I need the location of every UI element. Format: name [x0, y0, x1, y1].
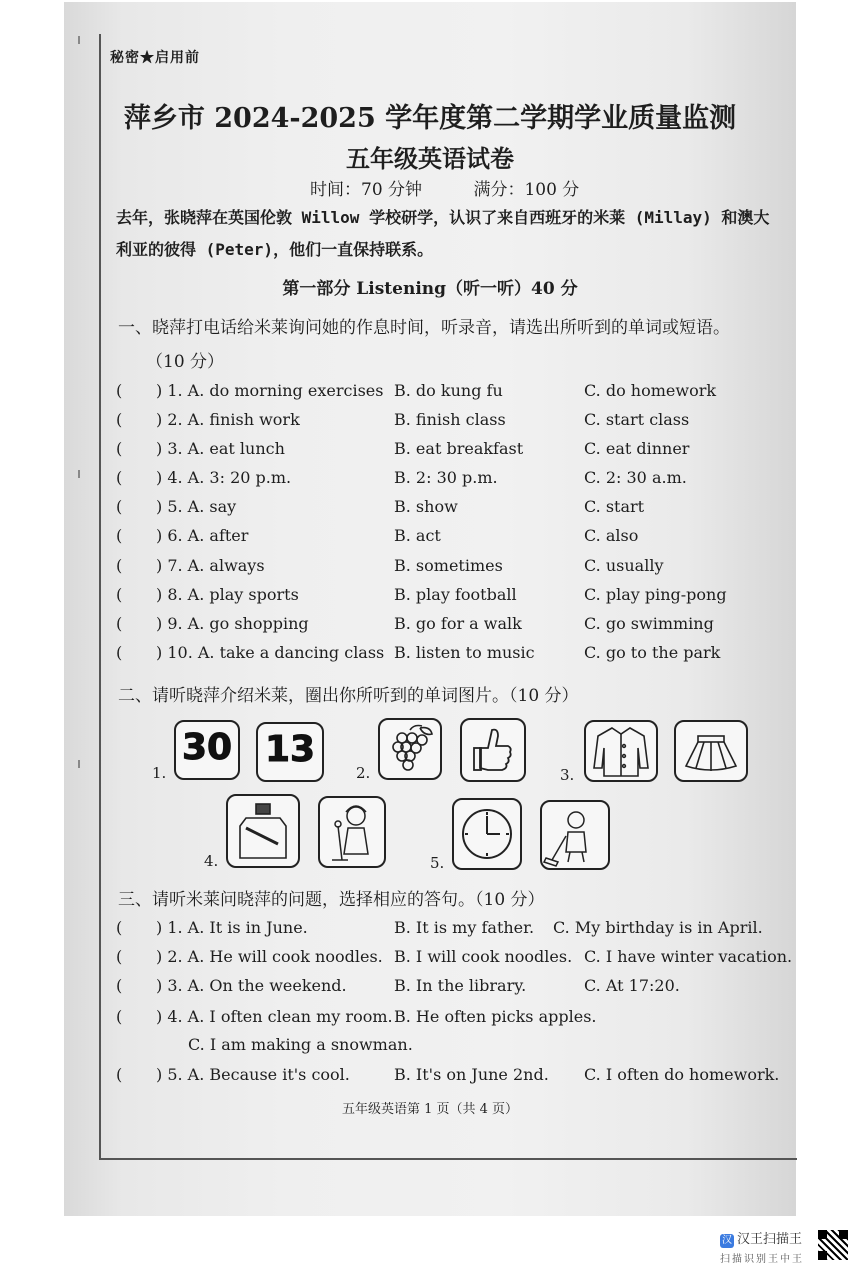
scanner-slogan: 扫描识别王中王 [720, 1254, 804, 1265]
option-a: ) 4. A. 3: 20 p.m. [156, 468, 292, 487]
section1-title: 一、晓萍打电话给米莱询问她的作息时间，听录音，请选出所听到的单词或短语。 [118, 318, 730, 338]
option-a: ) 8. A. play sports [156, 585, 299, 604]
confidential-label: 秘密★启用前 [110, 50, 200, 66]
option-a: ) 7. A. always [156, 556, 265, 575]
answer-blank[interactable]: ( [116, 947, 123, 966]
singer-icon[interactable] [318, 796, 386, 868]
option-b: B. In the library. [394, 976, 527, 995]
thumbs-up-icon[interactable] [460, 718, 526, 782]
question-row [116, 1065, 796, 1091]
option-a: ) 4. A. I often clean my room. [156, 1007, 393, 1026]
option-c: C. go to the park [584, 643, 721, 662]
question-row [116, 976, 796, 1002]
option-a: ) 1. A. do morning exercises [156, 381, 384, 400]
scanner-watermark [720, 1228, 802, 1248]
option-c: C. also [584, 526, 639, 545]
option-b: B. 2: 30 p.m. [394, 468, 498, 487]
answer-blank[interactable]: ( [116, 526, 123, 545]
time-score-info [310, 175, 625, 200]
skirt-icon[interactable] [674, 720, 748, 782]
option-a: ) 1. A. It is in June. [156, 918, 308, 937]
option-b: B. finish class [394, 410, 506, 429]
option-c: C. I often do homework. [584, 1065, 780, 1084]
option-a: ) 10. A. take a dancing class [156, 643, 385, 662]
answer-blank[interactable]: ( [116, 468, 123, 487]
answer-blank[interactable]: ( [116, 976, 123, 995]
section3-title: 三、请听米莱问晓萍的问题，选择相应的答句。（10 分） [118, 890, 545, 910]
scanner-logo-icon: 汉 [722, 1235, 732, 1246]
option-c: C. At 17:20. [584, 976, 680, 995]
question-row [116, 947, 796, 973]
option-b: B. show [394, 497, 458, 516]
option-a: ) 6. A. after [156, 526, 249, 545]
option-c: C. My birthday is in April. [553, 918, 763, 937]
answer-blank[interactable]: ( [116, 918, 123, 937]
answer-blank[interactable]: ( [116, 643, 123, 662]
option-b: B. He often picks apples. [394, 1007, 597, 1026]
question-row [116, 614, 796, 640]
answer-blank[interactable]: ( [116, 1007, 123, 1026]
picture-group-label: 2. [356, 764, 371, 782]
jacket-icon[interactable] [584, 720, 658, 782]
question-row [116, 1035, 796, 1061]
part-heading: 第一部分 Listening（听一听）40 分 [282, 279, 578, 299]
answer-blank[interactable]: ( [116, 1065, 123, 1084]
intro-text: 去年，张晓萍在英国伦敦 Willow 学校研学，认识了来自西班牙的米莱 (Millay) 和澳大利亚的彼得 (Peter)，他们一直保持联系。 [116, 208, 770, 259]
qr-code-icon [818, 1230, 848, 1260]
answer-blank[interactable]: ( [116, 614, 123, 633]
margin-mark [78, 470, 80, 478]
picture-group-label: 4. [204, 852, 219, 870]
option-a: C. I am making a snowman. [188, 1035, 413, 1054]
section2-title: 二、请听晓萍介绍米莱，圈出你所听到的单词图片。（10 分） [118, 686, 579, 706]
option-b: B. eat breakfast [394, 439, 524, 458]
question-row [116, 410, 796, 436]
option-b: B. It is my father. [394, 918, 535, 937]
option-b: B. act [394, 526, 441, 545]
question-row [116, 918, 796, 944]
option-a: ) 3. A. eat lunch [156, 439, 285, 458]
option-a: ) 3. A. On the weekend. [156, 976, 347, 995]
exam-title: 萍乡市 2024-2025 学年度第二学期学业质量监测 [123, 103, 737, 134]
option-b: B. do kung fu [394, 381, 503, 400]
picture-group-label: 5. [430, 854, 445, 872]
option-a: ) 5. A. say [156, 497, 237, 516]
option-c: C. do homework [584, 381, 717, 400]
option-a: ) 2. A. finish work [156, 410, 300, 429]
option-c: C. start [584, 497, 645, 516]
number-card-13[interactable]: 13 [256, 722, 324, 782]
answer-blank[interactable]: ( [116, 381, 123, 400]
picture-group-label: 3. [560, 766, 575, 784]
option-c: C. start class [584, 410, 690, 429]
question-row [116, 439, 796, 465]
clock-icon[interactable] [452, 798, 522, 870]
option-c: C. play ping-pong [584, 585, 727, 604]
option-b: B. go for a walk [394, 614, 522, 633]
sweeping-girl-icon[interactable] [540, 800, 610, 870]
full-score: 满分：100 分 [473, 180, 580, 200]
option-b: B. I will cook noodles. [394, 947, 573, 966]
time-limit: 时间：70 分钟 [310, 180, 423, 200]
option-b: B. It's on June 2nd. [394, 1065, 549, 1084]
option-b: B. play football [394, 585, 517, 604]
question-row [116, 497, 796, 523]
option-c: C. 2: 30 a.m. [584, 468, 687, 487]
question-row [116, 526, 796, 552]
option-b: B. sometimes [394, 556, 503, 575]
picture-group-label: 1. [152, 764, 167, 782]
scanner-brand: 汉王扫描王 [737, 1232, 803, 1247]
option-c: C. usually [584, 556, 664, 575]
option-b: B. listen to music [394, 643, 535, 662]
page-footer: 五年级英语第 1 页（共 4 页） [341, 1102, 519, 1117]
number-card-30[interactable]: 30 [174, 720, 240, 780]
option-c: C. eat dinner [584, 439, 690, 458]
option-a: ) 2. A. He will cook noodles. [156, 947, 383, 966]
section1-score: （10 分） [146, 352, 225, 372]
answer-blank[interactable]: ( [116, 410, 123, 429]
margin-mark [78, 36, 80, 44]
option-a: ) 5. A. Because it's cool. [156, 1065, 350, 1084]
ink-bottle-icon[interactable] [226, 794, 300, 868]
answer-blank[interactable]: ( [116, 439, 123, 458]
question-row [116, 468, 796, 494]
option-c: C. I have winter vacation. [584, 947, 793, 966]
question-row [116, 556, 796, 582]
answer-blank[interactable]: ( [116, 585, 123, 604]
question-row [116, 585, 796, 611]
exam-subtitle: 五年级英语试卷 [346, 144, 514, 173]
grapes-icon[interactable] [378, 718, 442, 780]
answer-blank[interactable]: ( [116, 497, 123, 516]
question-row [116, 643, 796, 669]
margin-mark [78, 760, 80, 768]
question-row [116, 1007, 796, 1033]
option-c: C. go swimming [584, 614, 714, 633]
question-row [116, 381, 796, 407]
option-a: ) 9. A. go shopping [156, 614, 309, 633]
answer-blank[interactable]: ( [116, 556, 123, 575]
